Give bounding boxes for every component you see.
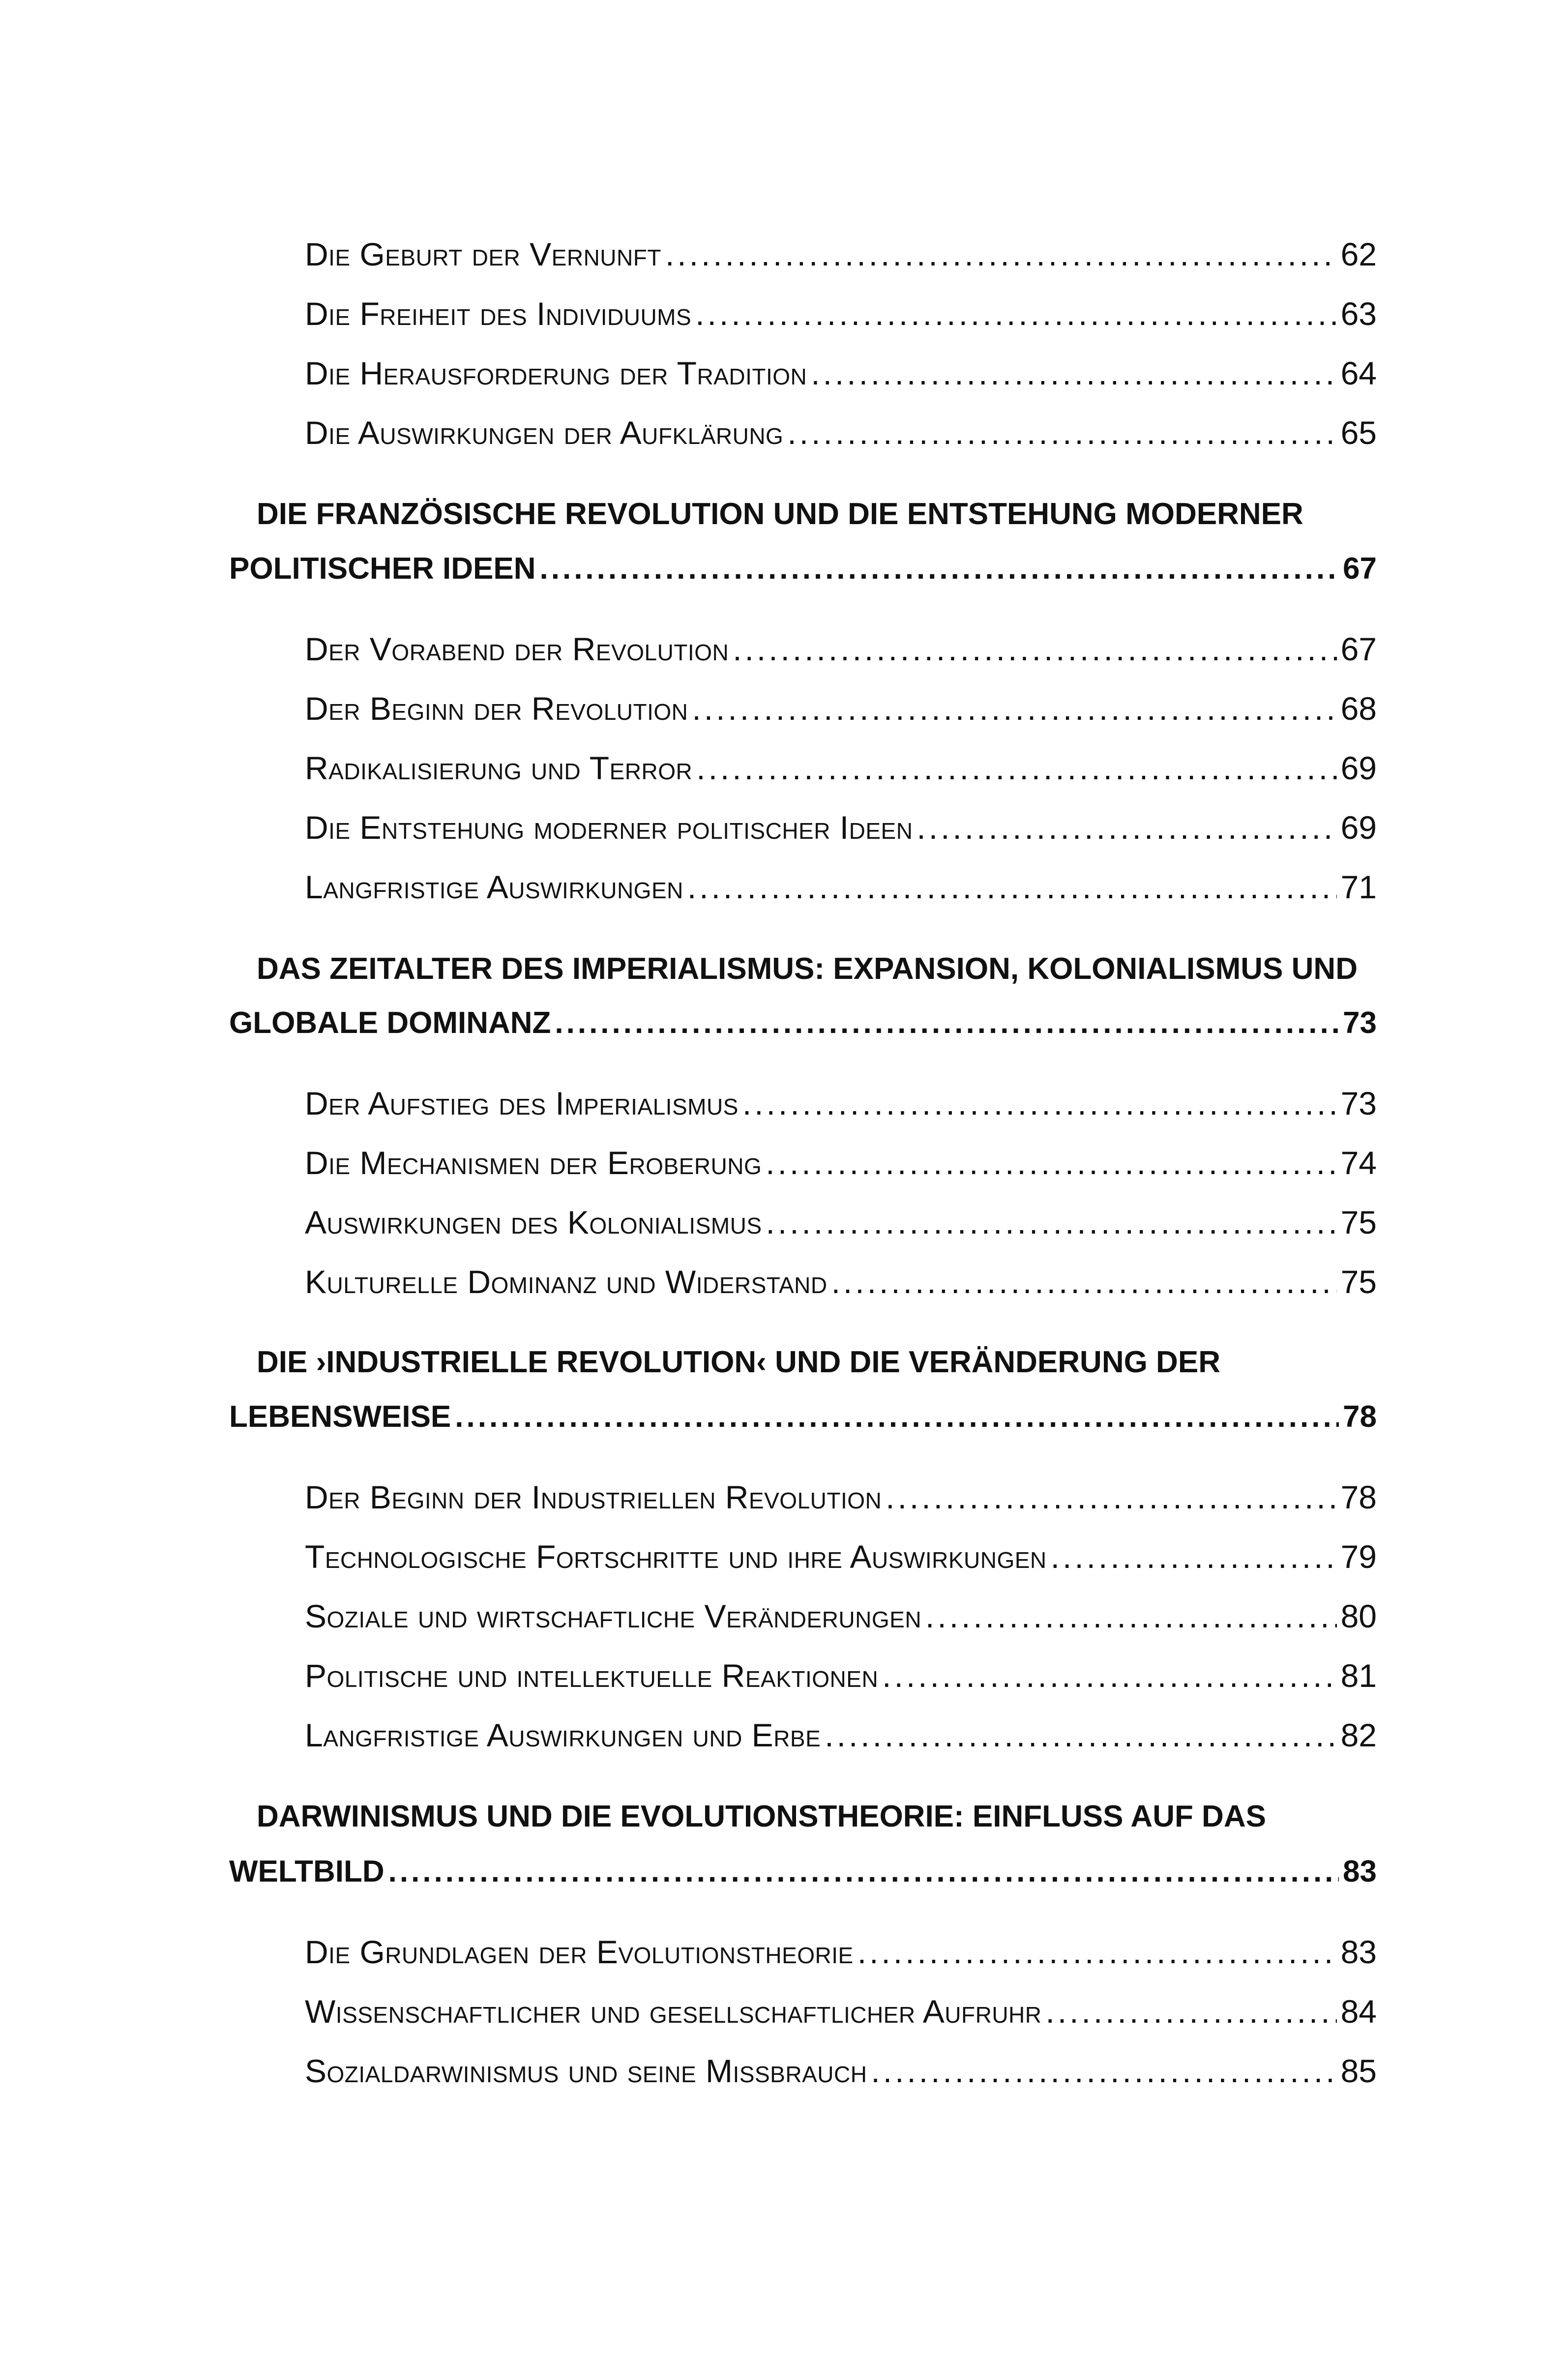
toc-page-number: 64 <box>1340 355 1377 391</box>
leader-dots <box>787 416 1336 449</box>
toc-entry[interactable] <box>305 2055 1377 2087</box>
toc-page-number: 85 <box>1340 2053 1377 2089</box>
leader-dots <box>825 1719 1336 1751</box>
toc-entry[interactable] <box>305 1206 1377 1239</box>
toc-entry-title: Der Beginn der Revolution <box>305 690 688 727</box>
toc-page-number: 63 <box>1340 295 1377 332</box>
leader-dots <box>695 297 1336 330</box>
toc-entry-title: Radikalisierung und Terror <box>305 750 693 786</box>
toc-page-number: 74 <box>1340 1145 1377 1181</box>
toc-entry-title: Soziale und wirtschaftliche Veränderungen <box>305 1598 922 1634</box>
toc-chapter-entry[interactable] <box>229 1008 1377 1038</box>
toc-entry[interactable] <box>305 1936 1377 1968</box>
toc-entry-title: Wissenschaftlicher und gesellschaftlicher Aufruhr <box>305 1993 1042 2030</box>
toc-entry-title: Der Vorabend der Revolution <box>305 631 729 667</box>
toc-entry[interactable] <box>305 238 1377 270</box>
toc-page-number: 83 <box>1340 1934 1377 1970</box>
toc-page-number: 82 <box>1340 1717 1377 1753</box>
toc-entry-title: Die Geburt der Vernunft <box>305 236 661 272</box>
toc-page-number: 75 <box>1340 1264 1377 1300</box>
leader-dots <box>742 1087 1337 1120</box>
toc-chapter-entry[interactable] <box>229 1402 1377 1432</box>
toc-entry[interactable] <box>305 297 1377 330</box>
leader-dots <box>733 633 1336 665</box>
toc-entry[interactable] <box>305 871 1377 903</box>
chapter-title-line1: DARWINISMUS UND DIE EVOLUTIONSTHEORIE: EINFLUSS AUF DAS <box>257 1800 1266 1833</box>
toc-page-number: 69 <box>1340 750 1377 786</box>
chapter-title-line1: DIE FRANZÖSISCHE REVOLUTION UND DIE ENTSTEHUNG MODERNER <box>257 497 1303 531</box>
toc-chapter-entry[interactable] <box>229 554 1377 584</box>
toc-chapter-entry[interactable] <box>229 1857 1377 1887</box>
toc-page-number: 78 <box>1340 1479 1377 1515</box>
toc-entry[interactable] <box>305 633 1377 665</box>
toc-entry[interactable] <box>305 1659 1377 1692</box>
chapter-title-line1: DAS ZEITALTER DES IMPERIALISMUS: EXPANSION, KOLONIALISMUS UND <box>257 952 1358 986</box>
toc-page-number: 73 <box>1343 1006 1377 1040</box>
leader-dots <box>696 752 1336 784</box>
leader-dots <box>692 692 1336 725</box>
toc-entry[interactable] <box>305 1087 1377 1120</box>
leader-dots <box>882 1659 1336 1692</box>
toc-entry[interactable] <box>305 1481 1377 1513</box>
leader-dots <box>665 238 1337 270</box>
toc-page-number: 79 <box>1340 1538 1377 1575</box>
leader-dots <box>831 1266 1337 1298</box>
toc-entry-title: Technologische Fortschritte und ihre Auswirkungen <box>305 1538 1047 1575</box>
toc-entry[interactable] <box>305 357 1377 389</box>
toc-entry-title: Kulturelle Dominanz und Widerstand <box>305 1264 828 1300</box>
toc-entry[interactable] <box>305 1600 1377 1632</box>
leader-dots <box>388 1857 1339 1887</box>
leader-dots <box>925 1600 1337 1632</box>
toc-page-number: 67 <box>1343 552 1377 586</box>
leader-dots <box>766 1206 1337 1239</box>
chapter-title-line2: POLITISCHER IDEEN <box>229 552 536 586</box>
toc-entry-title: Der Beginn der Industriellen Revolution <box>305 1479 882 1515</box>
toc-page-number: 75 <box>1340 1204 1377 1240</box>
toc-page-number: 84 <box>1340 1993 1377 2030</box>
leader-dots <box>766 1147 1336 1179</box>
leader-dots <box>540 554 1339 584</box>
leader-dots <box>871 2055 1336 2087</box>
toc-entry[interactable] <box>305 1719 1377 1751</box>
toc-entry-title: Auswirkungen des Kolonialismus <box>305 1204 762 1240</box>
chapter-title-line2: GLOBALE DOMINANZ <box>229 1006 551 1040</box>
toc-entry[interactable] <box>305 1266 1377 1298</box>
toc-entry[interactable] <box>305 416 1377 449</box>
toc-entry[interactable] <box>305 811 1377 844</box>
toc-entry-title: Die Freiheit des Individuums <box>305 295 692 332</box>
chapter-title-line2: LEBENSWEISE <box>229 1400 451 1434</box>
toc-page-number: 69 <box>1340 809 1377 846</box>
toc-entry-title: Die Herausforderung der Tradition <box>305 355 807 391</box>
toc-entry-title: Die Mechanismen der Eroberung <box>305 1145 762 1181</box>
toc-entry[interactable] <box>305 1147 1377 1179</box>
toc-entry-title: Langfristige Auswirkungen <box>305 869 683 905</box>
toc-page-number: 62 <box>1340 236 1377 272</box>
leader-dots <box>858 1936 1337 1968</box>
toc-page-number: 71 <box>1340 869 1377 905</box>
leader-dots <box>917 811 1336 844</box>
toc-entry[interactable] <box>305 752 1377 784</box>
chapter-title-line2: WELTBILD <box>229 1855 385 1888</box>
toc-entry[interactable] <box>305 1995 1377 2028</box>
toc-entry-title: Die Auswirkungen der Aufklärung <box>305 414 784 451</box>
toc-entry-title: Die Grundlagen der Evolutionstheorie <box>305 1934 854 1970</box>
leader-dots <box>886 1481 1336 1513</box>
toc-page-number: 81 <box>1340 1657 1377 1694</box>
toc-entry-title: Langfristige Auswirkungen und Erbe <box>305 1717 821 1753</box>
leader-dots <box>687 871 1337 903</box>
toc-entry[interactable] <box>305 692 1377 725</box>
leader-dots <box>1051 1540 1337 1573</box>
toc-page-number: 65 <box>1340 414 1377 451</box>
leader-dots <box>811 357 1336 389</box>
toc-page-number: 80 <box>1340 1598 1377 1634</box>
toc-entry-title: Politische und intellektuelle Reaktionen <box>305 1657 879 1694</box>
toc-page-number: 67 <box>1340 631 1377 667</box>
toc-entry[interactable] <box>305 1540 1377 1573</box>
leader-dots <box>555 1008 1339 1038</box>
toc-entry-title: Der Aufstieg des Imperialismus <box>305 1085 739 1121</box>
leader-dots <box>455 1402 1339 1432</box>
toc-entry-title: Sozialdarwinismus und seine Missbrauch <box>305 2053 867 2089</box>
chapter-title-line1: DIE ›INDUSTRIELLE REVOLUTION‹ UND DIE VERÄNDERUNG DER <box>257 1345 1220 1379</box>
toc-entry-title: Die Entstehung moderner politischer Ideen <box>305 809 913 846</box>
toc-page-number: 78 <box>1343 1400 1377 1434</box>
leader-dots <box>1046 1995 1337 2028</box>
toc-page-number: 68 <box>1340 690 1377 727</box>
toc-page-number: 73 <box>1340 1085 1377 1121</box>
toc-page-number: 83 <box>1343 1855 1377 1888</box>
